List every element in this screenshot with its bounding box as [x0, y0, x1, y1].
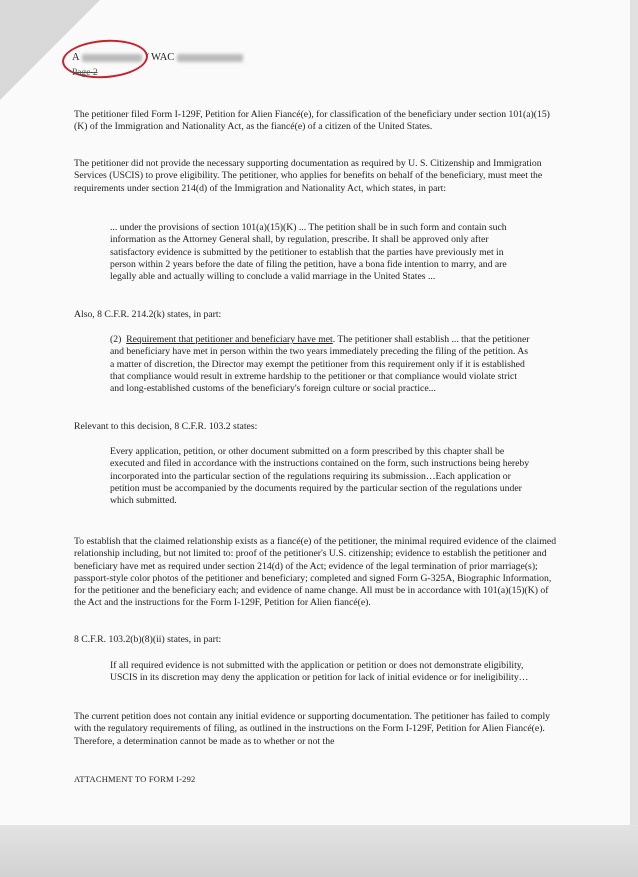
scan-edge-bottom [0, 825, 638, 877]
paragraph-1: The petitioner filed Form I-129F, Petition for Alien Fiancé(e), for classification of the beneficiary under section 101(a)(15)(K) of the Immigration and Nationality Act, as the fiancé(e) of a citizen of the United States. [74, 109, 550, 133]
redacted-wac-number [177, 54, 243, 62]
quote-103-2: Every application, petition, or other document submitted on a form prescribed by this chapter shall be executed and filed in accordance with the instructions contained on the form, such instructions being hereby incorporated into the particular section of the regulations requiring its submission…Each application or petition must be accompanied by the documents required by the particular section of the regulations under which submitted. [110, 446, 530, 507]
scan-edge-right [630, 0, 638, 825]
paragraph-2: The petitioner did not provide the necessary supporting documentation as required by U. S. Citizenship and Immigration Services (USCIS) to prove eligibility. The petitioner, who applies for benefits on behalf of the beneficiary, must meet the requirements under section 214(d) of the Immigration and Nationality Act, which states, in part: [74, 158, 543, 194]
quote-heading: Requirement that petitioner and beneficiary have met [126, 334, 333, 345]
case-separator: / WAC [145, 52, 175, 63]
footer-attachment-label: ATTACHMENT TO FORM I-292 [74, 774, 196, 784]
paragraph-5: To establish that the claimed relationship exists as a fiancé(e) of the petitioner, the minimal required evidence of the claimed relationship including, but not limited to: proof of the petitioner's U.S. citizenship; evidence to establish the petitioner and beneficiary have met as required under section 214(d) of the Act; evidence of the legal termination of prior marriage(s); passport-style color photos of the petitioner and beneficiary; completed and signed Form G-325A, Biographic Information, for the petitioner and the beneficiary each; and evidence of name change. All must be in accordance with 101(a)(15)(K) of the Act and the instructions for the Form I-129F, Petition for Alien fiancé(e). [74, 536, 557, 609]
quote-214-2k [110, 334, 530, 395]
case-prefix: A [72, 52, 80, 63]
quote-body: . The petitioner shall establish ... that the petitioner and beneficiary have met in person within the two years immediately preceding the filing of the petition. As a matter of discretion, the Director may exempt the petitioner from this requirement only if it is established that compliance would result in extreme hardship to the petitioner or that compliance would violate strict and long-established customs of the beneficiary's foreign culture or social practice... [110, 334, 530, 395]
quote-number: (2) [110, 334, 122, 345]
paragraph-4: Relevant to this decision, 8 C.F.R. 103.2 states: [74, 421, 258, 432]
quote-214d: ... under the provisions of section 101(a)(15)(K) ... The petition shall be in such form and contain such information as the Attorney General shall, by regulation, prescribe. It shall be approved only after satisfactory evidence is submitted by the petitioner to establish that the parties have previously met in person within 2 years before the date of filing the petition, have a bona fide intention to marry, and are legally able and actually willing to conclude a valid marriage in the United States ... [110, 222, 507, 283]
page-label: Page 2 [72, 68, 98, 78]
paragraph-3: Also, 8 C.F.R. 214.2(k) states, in part: [74, 309, 222, 320]
paragraph-6: 8 C.F.R. 103.2(b)(8)(ii) states, in part: [74, 634, 222, 645]
paragraph-7: The current petition does not contain any initial evidence or supporting documentation. The petitioner has failed to comply with the regulatory requirements of filing, as outlined in the instructions on the Form I-129F, Petition for Alien Fiancé(e). Therefore, a determination cannot be made as to whether or not the [74, 711, 550, 747]
quote-103-2b8: If all required evidence is not submitted with the application or petition or does not demonstrate eligibility, USCIS in its discretion may deny the application or petition for lack of initial evidence or for ineligibility… [110, 660, 529, 684]
